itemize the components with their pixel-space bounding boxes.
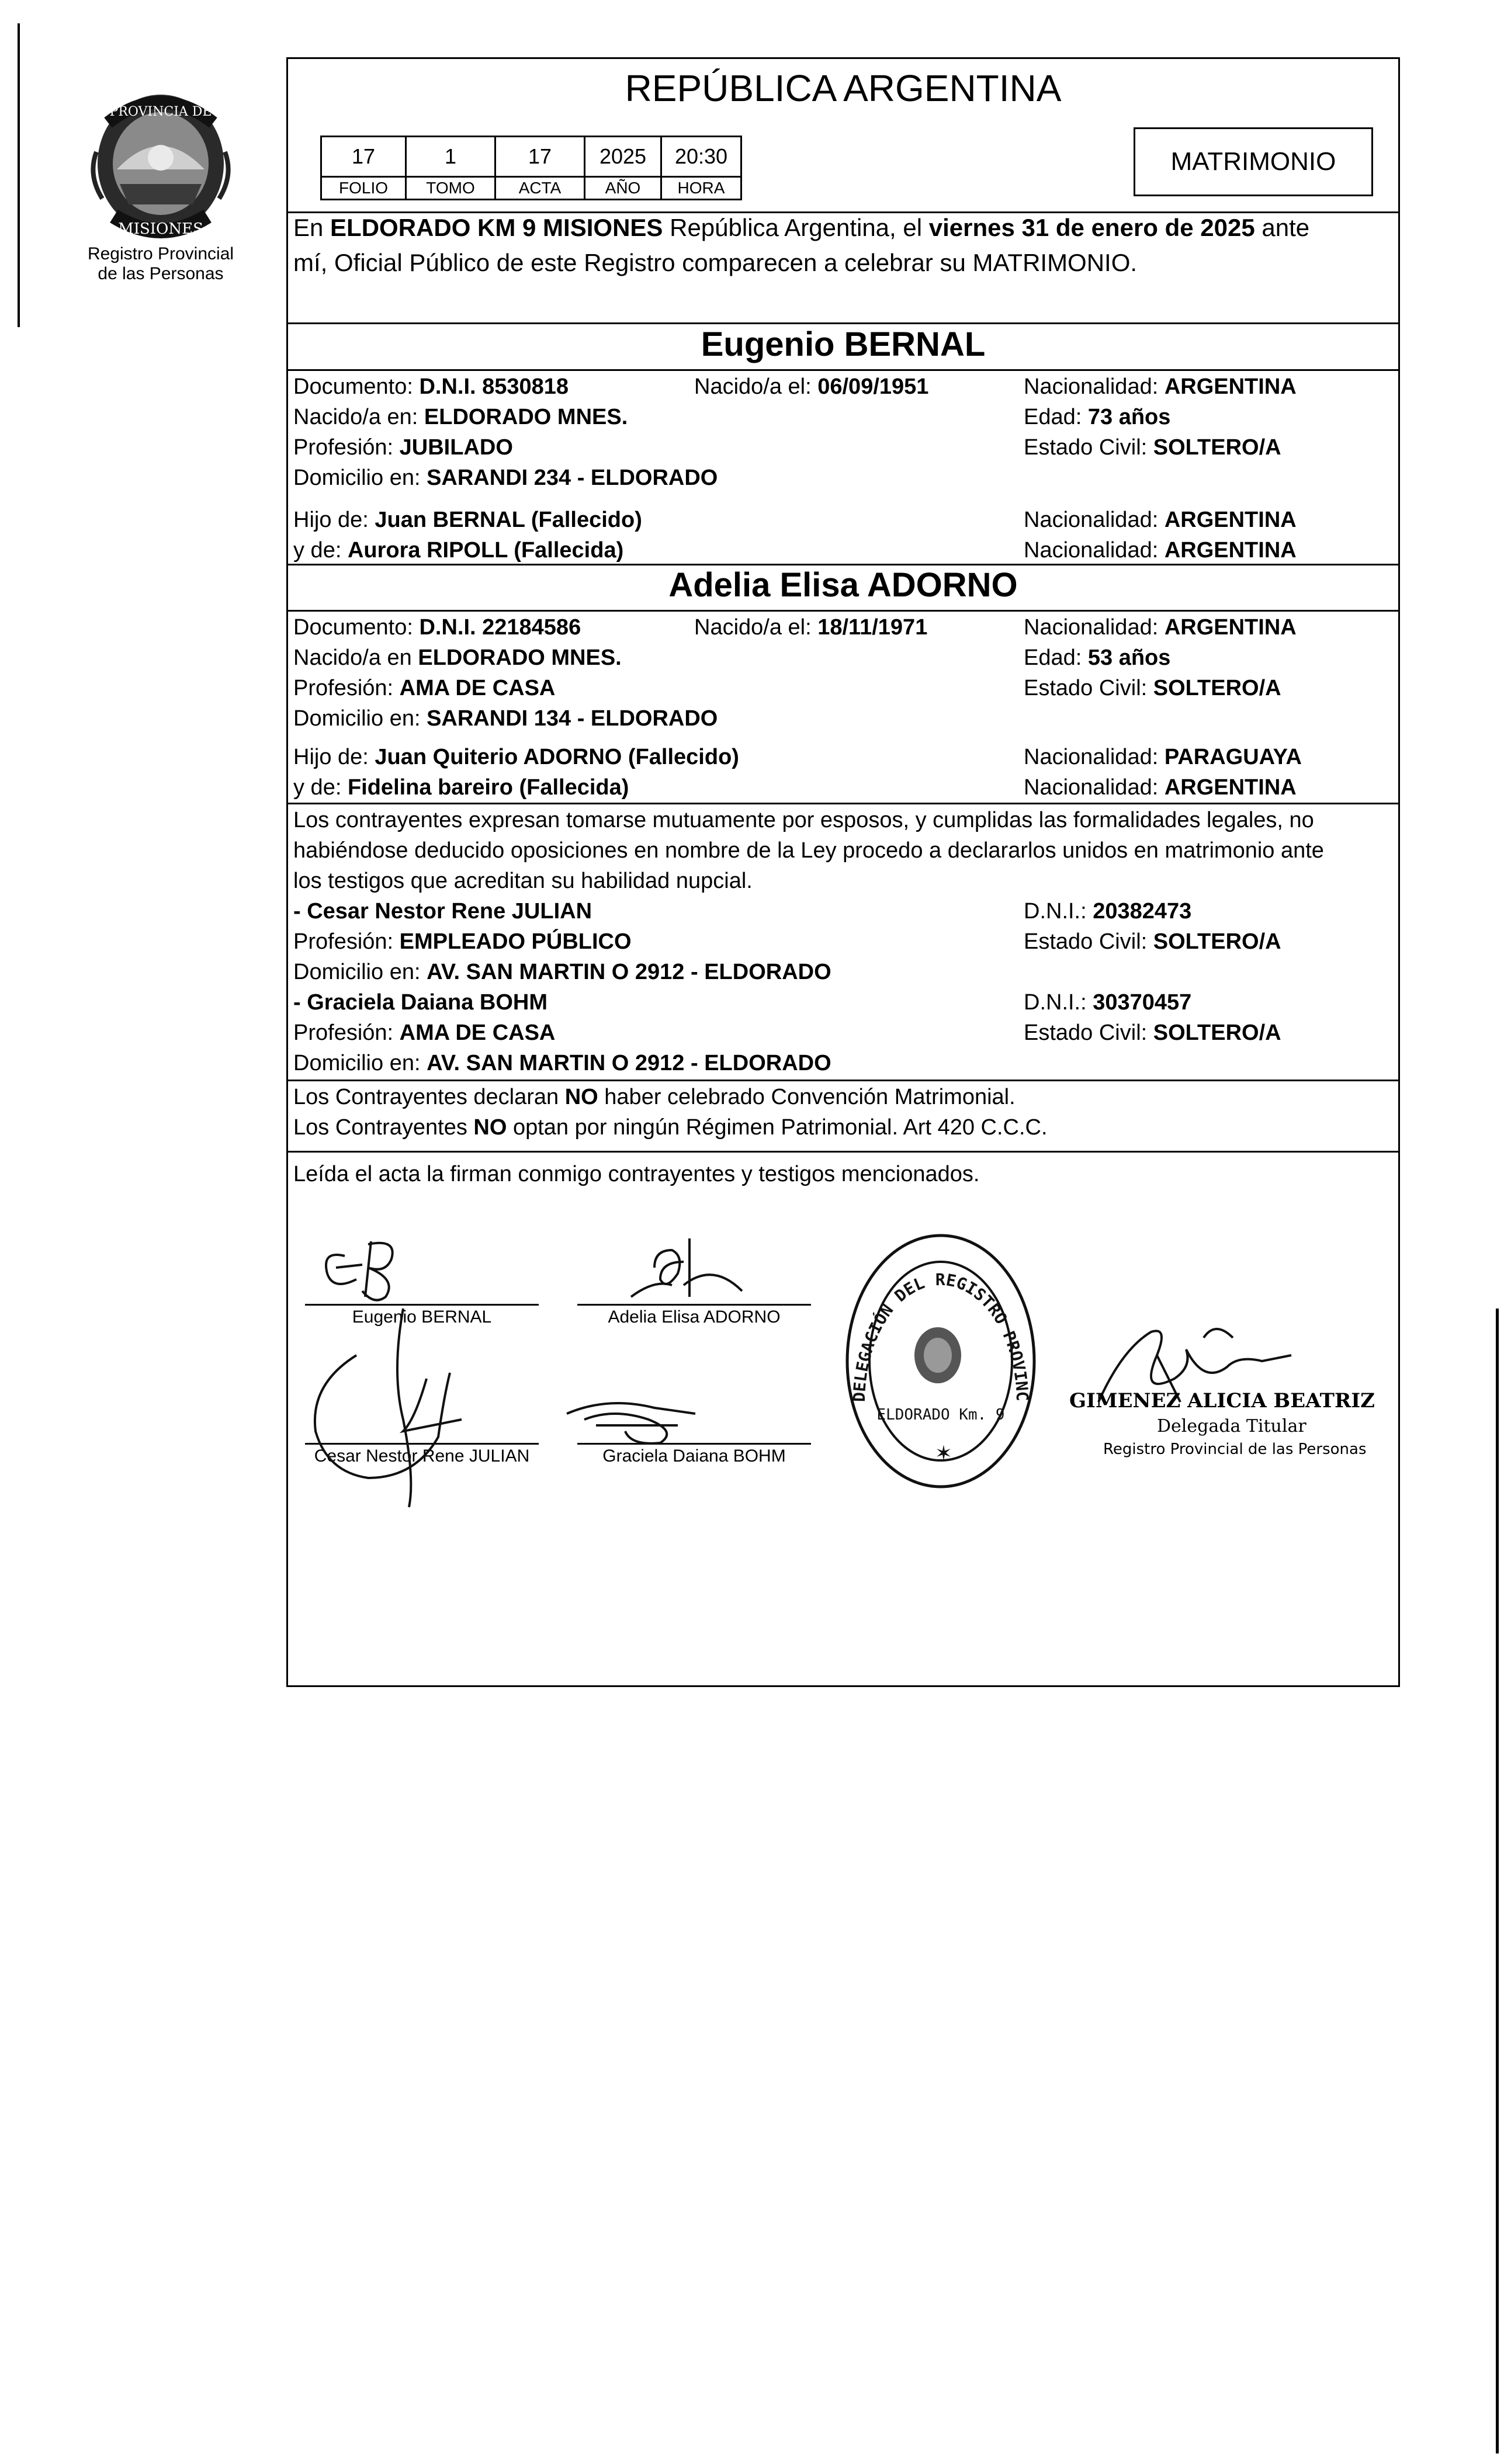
intro-text-c: ante [1254,214,1310,241]
stamp-inner-text: ELDORADO Km. 9 [876,1406,1005,1424]
stamp-star-icon: ✶ [934,1441,953,1465]
hora-value: 20:30 [661,137,741,177]
intro-place: ELDORADO KM 9 MISIONES [330,214,663,241]
spouse2-madre: y de: Fidelina bareiro (Fallecida) [293,775,629,800]
anio-value: 2025 [585,137,661,177]
spouse1-top-rule [288,322,1398,324]
declaration-top-rule [288,803,1398,804]
witness2-profesion: Profesión: AMA DE CASA [293,1021,556,1045]
intro-text-b: República Argentina, el [663,214,929,241]
intro-date: viernes 31 de enero de 2025 [928,214,1255,241]
convention-line1: Los Contrayentes declaran NO haber celebrado Convención Matrimonial. [293,1085,1016,1109]
record-type-box: MATRIMONIO [1134,127,1373,196]
acta-value: 17 [495,137,585,177]
declaration-line1: Los contrayentes expresan tomarse mutuamente por esposos, y cumplidas las formalidades legales, no [293,808,1314,832]
spouse2-name: Adelia Elisa ADORNO [668,566,1018,604]
closing-top-rule [288,1151,1398,1153]
spouse2-padre-nacionalidad: Nacionalidad: PARAGUAYA [1024,745,1302,769]
spouse2-edad: Edad: 53 años [1024,646,1171,670]
right-margin-rule [1496,1309,1499,2453]
logo-caption-line2: de las Personas [98,264,224,283]
stamp-outer-text: DELEGACIÓN DEL REGISTRO PROVINCIAL DE LAS PERSONAS [836,1212,1032,1403]
spouse2-profesion: Profesión: AMA DE CASA [293,676,556,700]
logo-top-text: PROVINCIA DE [109,105,212,119]
spouse2-title-rule [288,610,1398,612]
spouse1-nacido-en: Nacido/a en: ELDORADO MNES. [293,405,628,429]
intro-line1 [293,210,1398,245]
spouse1-edad: Edad: 73 años [1024,405,1171,429]
sig3-caption: Cesar Nestor Rene JULIAN [314,1446,530,1466]
spouse2-madre-nacionalidad: Nacionalidad: ARGENTINA [1024,775,1297,800]
intro-text-a: En [293,214,331,241]
spouse1-madre-nacionalidad: Nacionalidad: ARGENTINA [1024,538,1297,563]
spouse2-domicilio: Domicilio en: SARANDI 134 - ELDORADO [293,706,718,731]
signature-graciela [561,1390,713,1449]
spouse2-estado-civil: Estado Civil: SOLTERO/A [1024,676,1281,700]
witness2-dni: D.N.I.: 30370457 [1024,990,1192,1015]
declaration-line2: habiéndose deducido oposiciones en nombre de la Ley procedo a declararlos unidos en matrimonio ante [293,838,1324,863]
declaration-line3: los testigos que acreditan su habilidad nupcial. [293,869,753,893]
spouse2-padre: Hijo de: Juan Quiterio ADORNO (Fallecido) [293,745,739,769]
intro-paragraph [293,210,1398,280]
anio-label: AÑO [585,177,661,200]
spouse1-name: Eugenio BERNAL [701,325,986,363]
official-title: Delegada Titular [1157,1416,1306,1436]
witness1-domicilio: Domicilio en: AV. SAN MARTIN O 2912 - ELDORADO [293,960,831,984]
official-registry: Registro Provincial de las Personas [1103,1441,1367,1458]
logo-caption [58,244,263,284]
registry-table [320,136,742,200]
spouse2-nacionalidad: Nacionalidad: ARGENTINA [1024,615,1297,640]
spouse1-domicilio: Domicilio en: SARANDI 234 - ELDORADO [293,466,718,490]
hora-label: HORA [661,177,741,200]
spouse1-madre: y de: Aurora RIPOLL (Fallecida) [293,538,624,563]
closing-statement: Leída el acta la firman conmigo contrayentes y testigos mencionados. [293,1162,980,1186]
witness1-profesion: Profesión: EMPLEADO PÚBLICO [293,929,632,954]
spouse1-title-rule [288,369,1398,371]
witness1-dni: D.N.I.: 20382473 [1024,899,1192,924]
signature-adelia [619,1227,760,1309]
sig4-caption: Graciela Daiana BOHM [602,1446,786,1466]
spouse2-documento: Documento: D.N.I. 22184586 [293,615,581,640]
spouse1-padre: Hijo de: Juan BERNAL (Fallecido) [293,508,642,532]
spouse1-profesion: Profesión: JUBILADO [293,435,513,460]
left-margin-rule [18,23,20,327]
spouse2-nacido-el: Nacido/a el: 18/11/1971 [694,615,928,640]
spouse1-estado-civil: Estado Civil: SOLTERO/A [1024,435,1281,460]
witness1-estado-civil: Estado Civil: SOLTERO/A [1024,929,1281,954]
witness2-name: - Graciela Daiana BOHM [293,990,548,1015]
sig2-caption: Adelia Elisa ADORNO [608,1307,781,1327]
page-title: REPÚBLICA ARGENTINA [625,67,1062,109]
witness2-domicilio: Domicilio en: AV. SAN MARTIN O 2912 - ELDORADO [293,1051,831,1075]
convention-line2: Los Contrayentes NO optan por ningún Régimen Patrimonial. Art 420 C.C.C. [293,1115,1048,1140]
spouse2-nacido-en: Nacido/a en ELDORADO MNES. [293,646,622,670]
spouse1-padre-nacionalidad: Nacionalidad: ARGENTINA [1024,508,1297,532]
folio-label: FOLIO [321,177,406,200]
convention-top-rule [288,1080,1398,1081]
spouse1-nacido-el: Nacido/a el: 06/09/1951 [694,374,929,399]
logo-caption-line1: Registro Provincial [87,244,234,263]
official-name: GIMENEZ ALICIA BEATRIZ [1069,1389,1375,1413]
intro-line2: mí, Oficial Público de este Registro comparecen a celebrar su MATRIMONIO. [293,249,1138,276]
spouse1-documento: Documento: D.N.I. 8530818 [293,374,569,399]
folio-value: 17 [321,137,406,177]
witness2-estado-civil: Estado Civil: SOLTERO/A [1024,1021,1281,1045]
tomo-label: TOMO [406,177,495,200]
tomo-value: 1 [406,137,495,177]
official-stamp [836,1212,1040,1495]
signature-cesar [298,1303,473,1513]
logo-bottom-text: MISIONES [118,220,203,238]
witness1-name: - Cesar Nestor Rene JULIAN [293,899,592,924]
province-seal-logo [85,88,237,245]
acta-label: ACTA [495,177,585,200]
signature-eugenio [310,1233,427,1309]
sig1-caption: Eugenio BERNAL [352,1307,492,1327]
spouse1-nacionalidad: Nacionalidad: ARGENTINA [1024,374,1297,399]
